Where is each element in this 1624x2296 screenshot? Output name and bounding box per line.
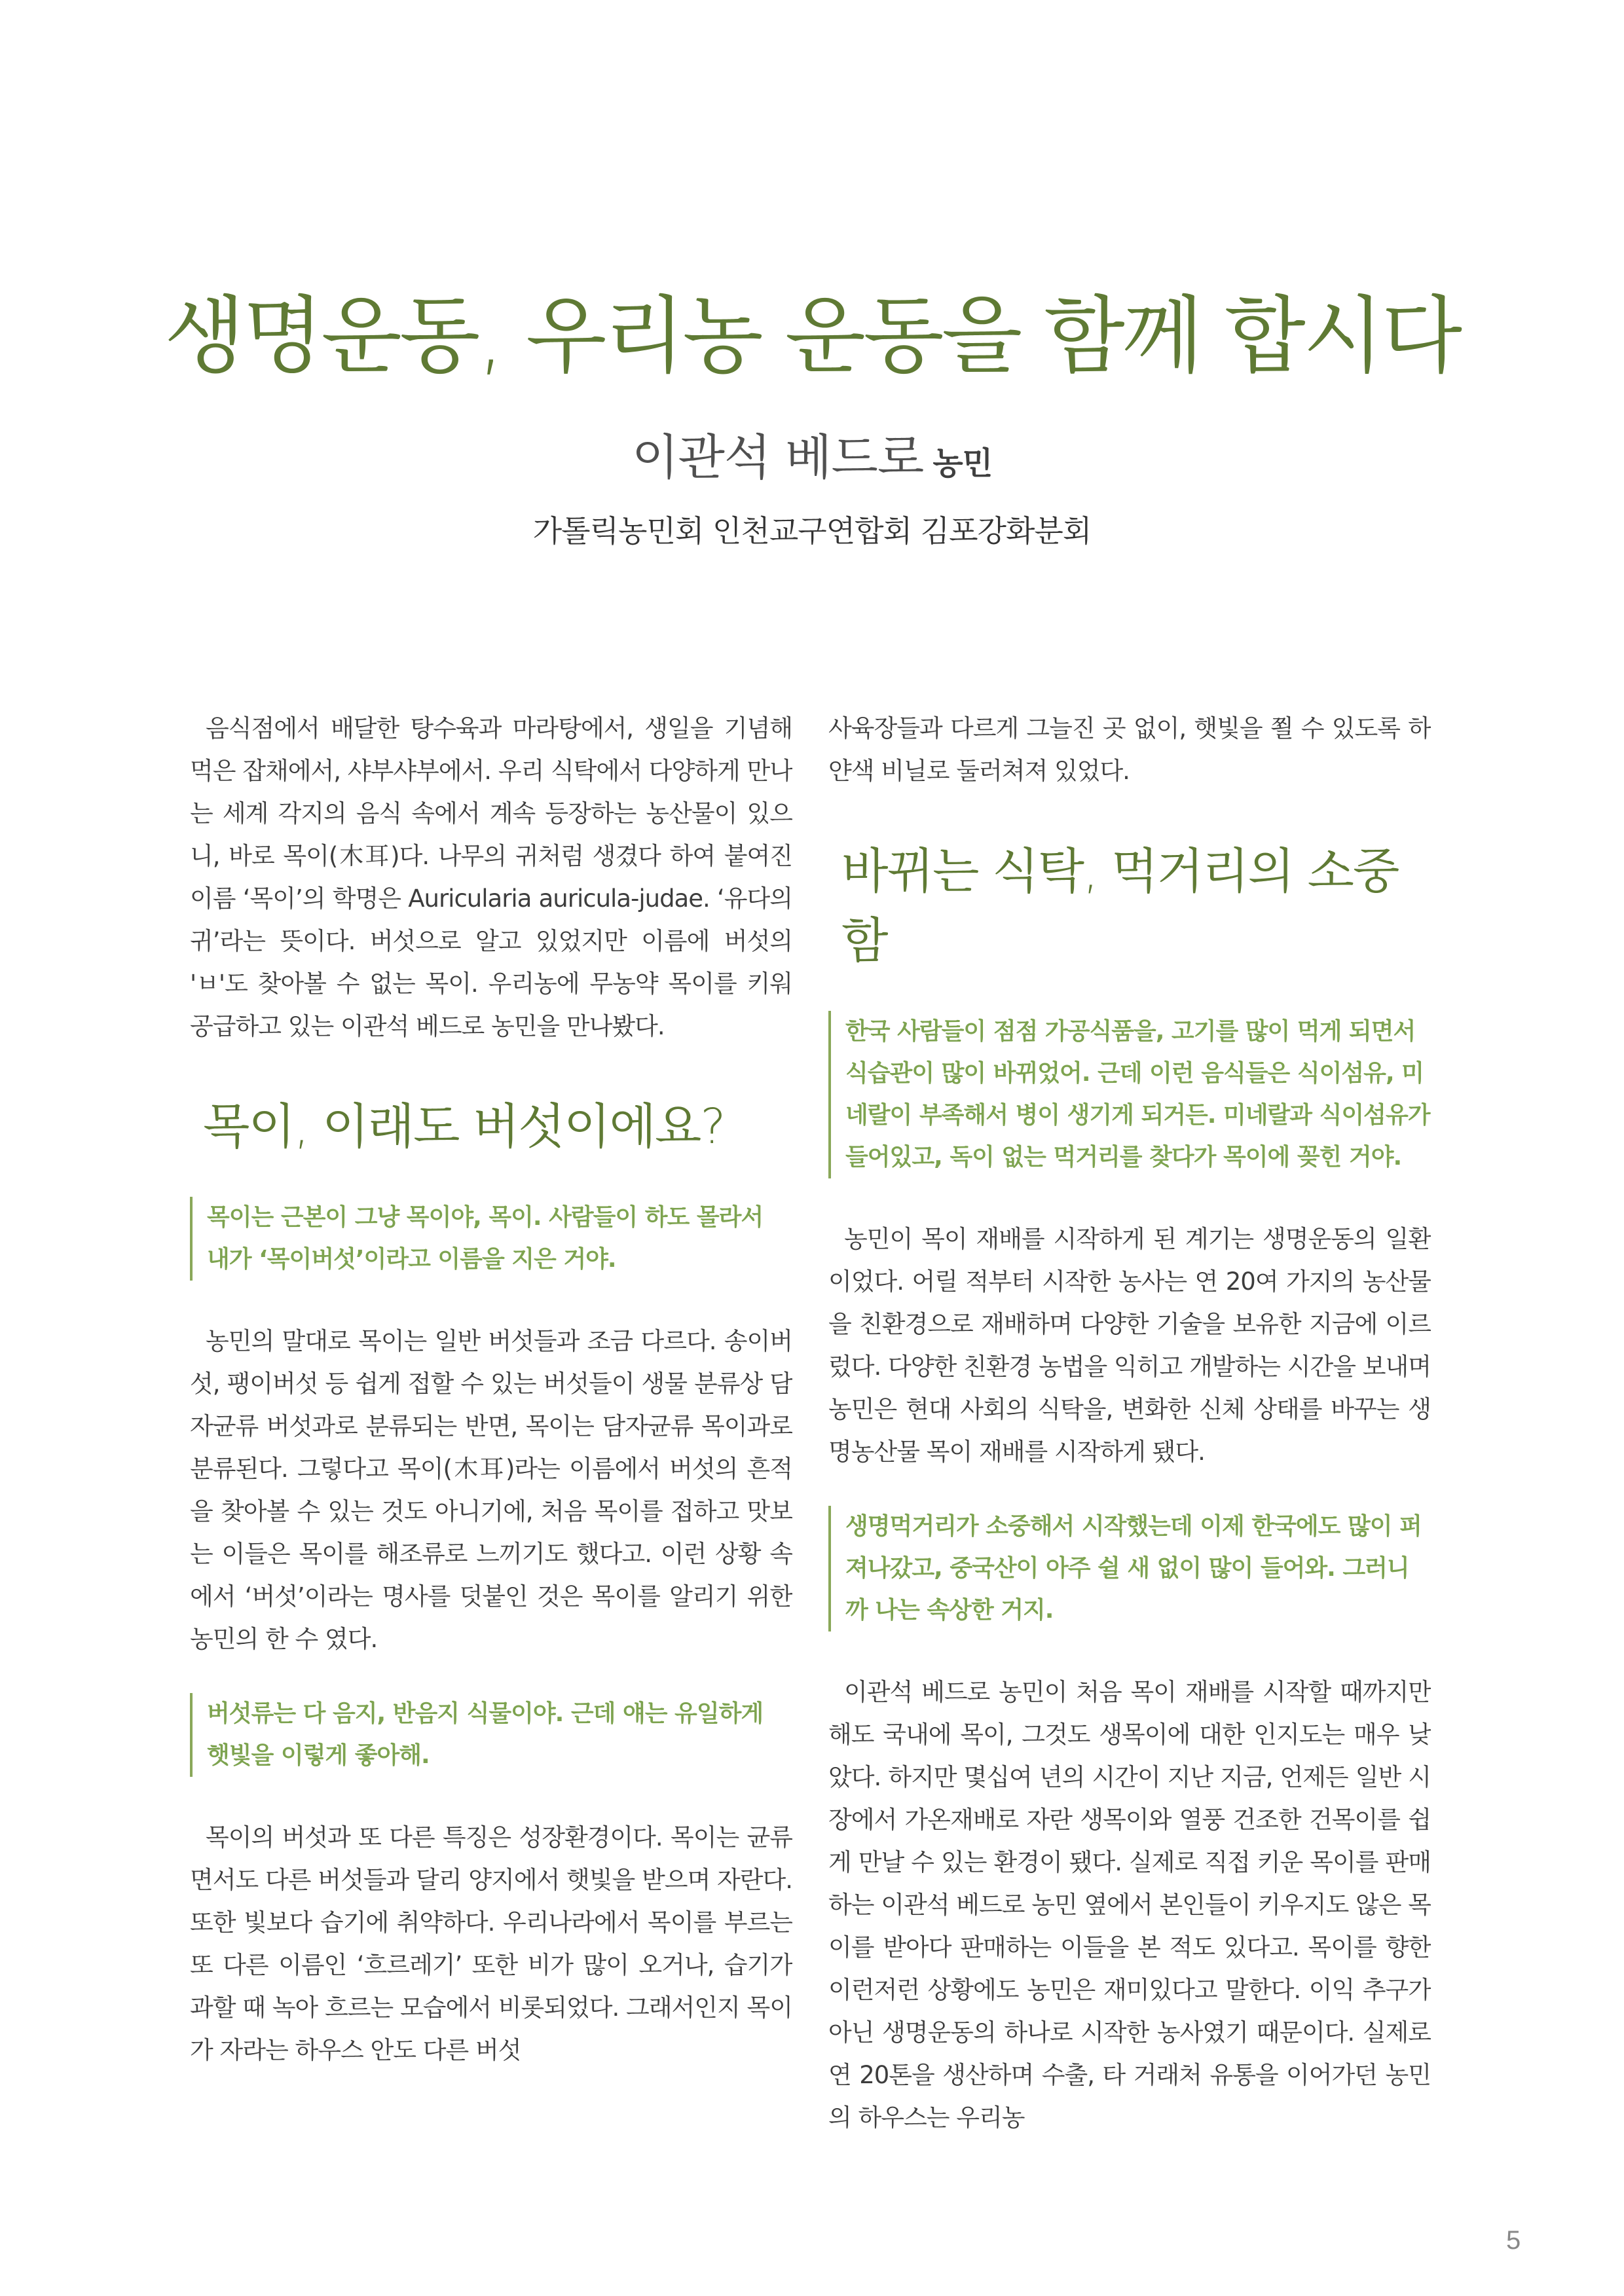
left-column [190,707,792,2193]
article-title: 생명운동, 우리농 운동을 함께 합시다 [164,287,1460,385]
body-paragraph-2: 농민의 말대로 목이는 일반 버섯들과 조금 다르다. 송이버섯, 팽이버섯 등 쉽게 접할 수 있는 버섯들이 생물 분류상 담자균류 버섯과로 분류되는 반면, 목이는 담자균류 목이과로 분류된다. 그렇다고 목이(木耳)라는 이름에서 버섯의 흔적을 찾아볼 수 있는 것도 아니기에, 처음 목이를 접하고 맛보는 이들은 목이를 해조류로 느끼기도 했다고. 이런 상황 속에서 ‘버섯’이라는 명사를 덧붙인 것은 목이를 알리기 위한 농민의 한 수 였다. [190,1327,792,1653]
author-suffix: 농민 [932,445,993,482]
right-column [828,707,1431,2193]
section-heading-2: 바뀌는 식탁, 먹거리의 소중함 [841,843,1399,969]
pull-quote-2: 버섯류는 다 음지, 반음지 식물이야. 근데 얘는 유일하게 햇빛을 이렇게 좋아해. [190,1693,792,1777]
page-number: 5 [1506,2226,1521,2255]
pull-quote-4: 생명먹거리가 소중해서 시작했는데 이제 한국에도 많이 퍼져나갔고, 중국산이 아주 쉴 새 없이 많이 들어와. 그러니까 나는 속상한 거지. [828,1506,1431,1631]
body-paragraph-4: 농민이 목이 재배를 시작하게 된 계기는 생명운동의 일환이었다. 어릴 적부터 시작한 농사는 연 20여 가지의 농산물을 친환경으로 재배하며 다양한 기술을 보유한 지금에 이르렀다. 다양한 친환경 농법을 익히고 개발하는 시간을 보내며 농민은 현대 사회의 식탁을, 변화한 신체 상태를 바꾸는 생명농산물 목이 재배를 시작하게 됐다. [828,1225,1431,1466]
pull-quote-3: 한국 사람들이 점점 가공식품을, 고기를 많이 먹게 되면서 식습관이 많이 바뀌었어. 근데 이런 음식들은 식이섬유, 미네랄이 부족해서 병이 생기게 되거든. 미네랄과 식이섬유가 들어있고, 독이 없는 먹거리를 찾다가 목이에 꽂힌 거야. [828,1011,1431,1178]
section-heading-1: 목이, 이래도 버섯이에요? [203,1099,725,1155]
author-line [0,419,1624,488]
author-name: 이관석 베드로 [631,429,924,486]
body-paragraph-3: 목이의 버섯과 또 다른 특징은 성장환경이다. 목이는 균류면서도 다른 버섯들과 달리 양지에서 햇빛을 받으며 자란다. 또한 빛보다 습기에 취약하다. 우리나라에서 목이를 부르는 또 다른 이름인 ‘흐르레기’ 또한 비가 많이 오거나, 습기가 과할 때 녹아 흐르는 모습에서 비롯되었다. 그래서인지 목이가 자라는 하우스 안도 다른 버섯 [190,1823,792,2064]
intro-paragraph: 음식점에서 배달한 탕수육과 마라탕에서, 생일을 기념해 먹은 잡채에서, 샤부샤부에서. 우리 식탁에서 다양하게 만나는 세계 각지의 음식 속에서 계속 등장하는 농산물이 있으니, 바로 목이(木耳)다. 나무의 귀처럼 생겼다 하여 붙여진 이름 ‘목이’의 학명은 Auricularia auricula-judae. ‘유다의 귀’라는 뜻이다. 버섯으로 알고 있었지만 이름에 버섯의 'ㅂ'도 찾아볼 수 없는 목이. 우리농에 무농약 목이를 키워 공급하고 있는 이관석 베드로 농민을 만나봤다. [190,714,792,1040]
pull-quote-1: 목이는 근본이 그냥 목이야, 목이. 사람들이 하도 몰라서 내가 ‘목이버섯’이라고 이름을 지은 거야. [190,1197,792,1281]
organization-line: 가톨릭농민회 인천교구연합회 김포강화분회 [532,513,1092,549]
body-paragraph-5: 이관석 베드로 농민이 처음 목이 재배를 시작할 때까지만 해도 국내에 목이, 그것도 생목이에 대한 인지도는 매우 낮았다. 하지만 몇십여 년의 시간이 지난 지금, 언제든 일반 시장에서 가온재배로 자란 생목이와 열풍 건조한 건목이를 쉽게 만날 수 있는 환경이 됐다. 실제로 직접 키운 목이를 판매하는 이관석 베드로 농민 옆에서 본인들이 키우지도 않은 목이를 받아다 판매하는 이들을 본 적도 있다고. 목이를 향한 이런저런 상황에도 농민은 재미있다고 말한다. 이익 추구가 아닌 생명운동의 하나로 시작한 농사였기 때문이다. 실제로 연 20톤을 생산하며 수출, 타 거래처 유통을 이어가던 농민의 하우스는 우리농 [828,1678,1431,2132]
body-paragraph-continued: 사육장들과 다르게 그늘진 곳 없이, 햇빛을 쬘 수 있도록 하얀색 비닐로 둘러쳐져 있었다. [828,714,1431,785]
